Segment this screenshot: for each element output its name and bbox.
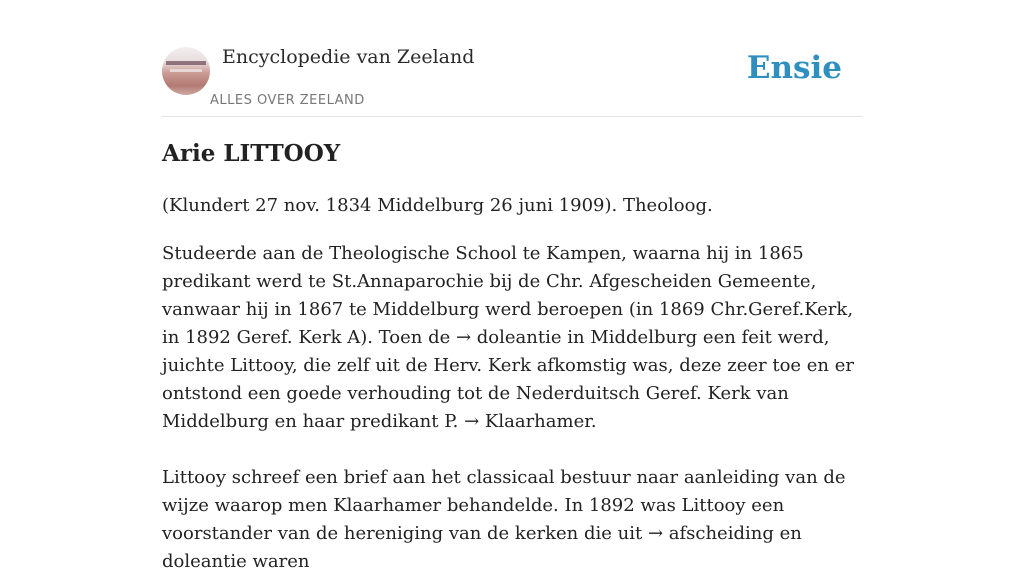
xref-link-afscheiding[interactable]: → afscheiding <box>647 523 774 544</box>
article-paragraph <box>162 464 862 576</box>
avatar-decoration <box>166 61 206 65</box>
paragraph-text: . <box>590 411 597 432</box>
site-header <box>162 40 862 117</box>
article <box>162 138 862 576</box>
ensie-brand-logo[interactable]: Ensie <box>746 50 842 86</box>
xref-link-klaarhamer[interactable]: → Klaarhamer <box>464 411 591 432</box>
article-paragraph <box>162 240 862 436</box>
site-title[interactable]: Encyclopedie van Zeeland <box>222 46 475 68</box>
paragraph-text: Studeerde aan de Theologische School te Kampen, waarna hij in 1865 predikant werd te St.Annaparochie bij de Chr. Afgescheiden Gemeente, vanwaar hij in 1867 te Middelburg werd beroepen (in 1869 Chr.Geref.Kerk, in 1892 Geref. Kerk A). Toen de <box>162 243 854 348</box>
paragraph-text: in Middelburg een feit werd, juichte Littooy, die zelf uit de Herv. Kerk afkomstig was, deze zeer toe en er ontstond een goede verhouding tot de Nederduitsch Geref. Kerk van Middelburg en haar predikant P. <box>162 327 855 432</box>
site-logo-avatar[interactable] <box>162 47 210 95</box>
article-title: Arie LITTOOY <box>162 140 341 167</box>
paragraph-text: en doleantie waren <box>162 523 802 572</box>
site-subtitle: ALLES OVER ZEELAND <box>210 93 365 108</box>
paragraph-text: Littooy schreef een brief aan het classicaal bestuur naar aanleiding van de wijze waarop men Klaarhamer behandelde. In 1892 was Littooy een voorstander van de hereniging van de kerken die uit <box>162 467 846 544</box>
xref-link-doleantie[interactable]: → doleantie <box>455 327 562 348</box>
article-lead: (Klundert 27 nov. 1834 Middelburg 26 juni 1909). Theoloog. <box>162 195 713 216</box>
avatar-decoration <box>170 69 202 72</box>
